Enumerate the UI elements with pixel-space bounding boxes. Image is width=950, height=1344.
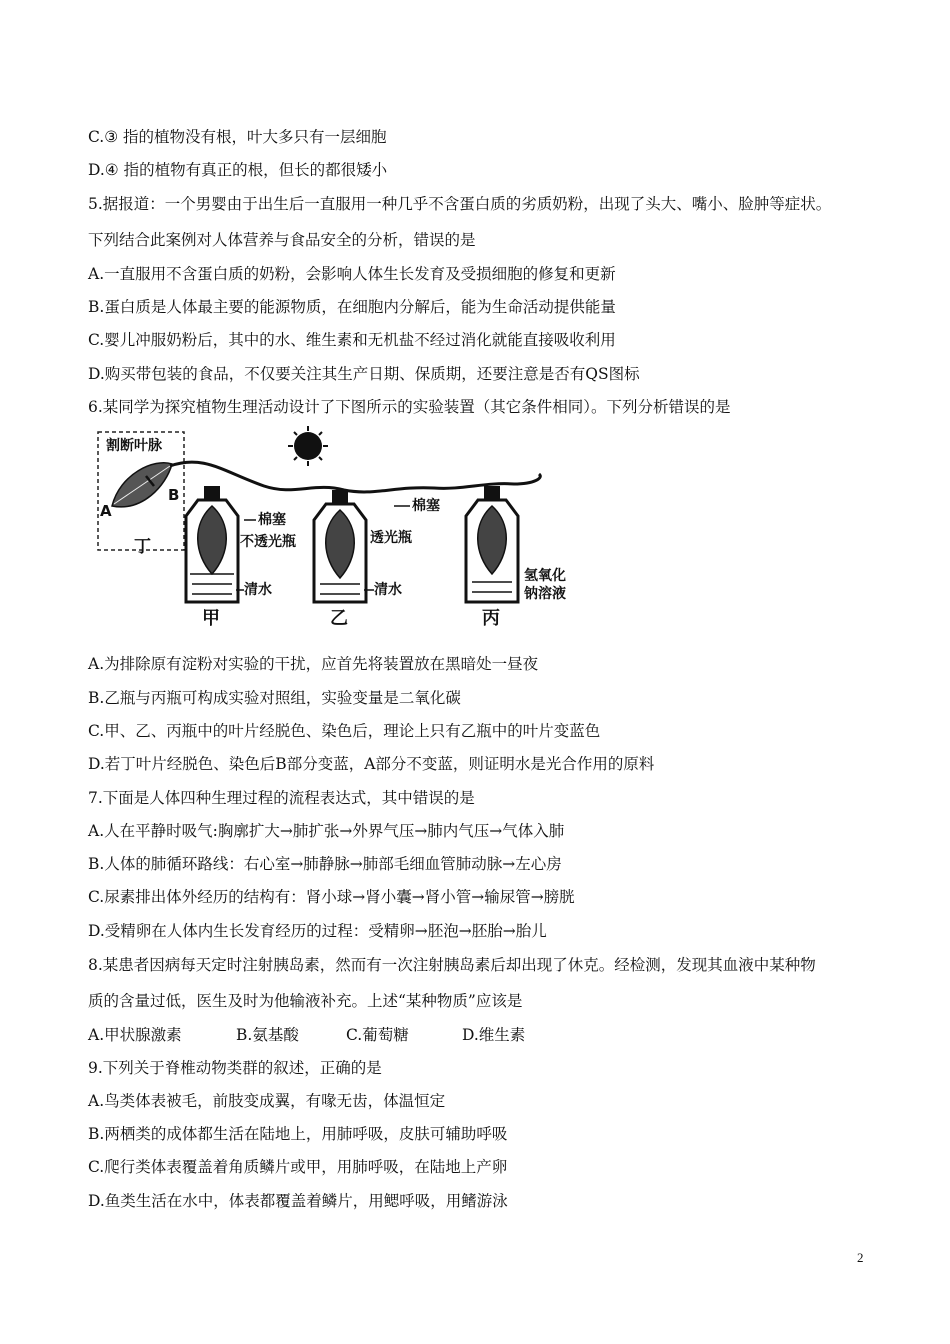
label-clear-bottle: 透光瓶 (370, 530, 412, 546)
q8-option-b: B.氨基酸 (236, 1026, 299, 1044)
label-bing: 丙 (482, 608, 500, 629)
label-naoh-2: 钠溶液 (524, 586, 566, 602)
q6-option-c: C.甲、乙、丙瓶中的叶片经脱色、染色后，理论上只有乙瓶中的叶片变蓝色 (88, 722, 601, 740)
bottle-yi (314, 490, 366, 602)
q5-option-b: B.蛋白质是人体最主要的能源物质，在细胞内分解后，能为生命活动提供能量 (88, 298, 616, 316)
label-opaque-bottle: 不透光瓶 (240, 534, 296, 550)
q9-option-d: D.鱼类生活在水中，体表都覆盖着鳞片，用鳃呼吸，用鳍游泳 (88, 1192, 508, 1210)
q7-option-d: D.受精卵在人体内生长发育经历的过程：受精卵→胚泡→胚胎→胎儿 (88, 922, 547, 940)
q9-option-c: C.爬行类体表覆盖着角质鳞片或甲，用肺呼吸，在陆地上产卵 (88, 1158, 508, 1176)
label-a: A (100, 502, 112, 520)
q6-option-a: A.为排除原有淀粉对实验的干扰，应首先将装置放在黑暗处一昼夜 (88, 655, 539, 673)
label-water-1: 清水 (244, 582, 272, 598)
q5-option-d: D.购买带包装的食品，不仅要关注其生产日期、保质期，还要注意是否有QS图标 (88, 365, 640, 383)
q5-option-a: A.一直服用不含蛋白质的奶粉，会影响人体生长发育及受损细胞的修复和更新 (88, 265, 616, 283)
q8-option-a: A.甲状腺激素 (88, 1026, 182, 1044)
label-b: B (168, 486, 180, 504)
q7-option-b: B.人体的肺循环路线：右心室→肺静脉→肺部毛细血管肺动脉→左心房 (88, 855, 562, 873)
q6-option-d: D.若丁叶片经脱色、染色后B部分变蓝，A部分不变蓝，则证明水是光合作用的原料 (88, 755, 655, 773)
label-water-2: 清水 (374, 582, 402, 598)
sun-icon (288, 426, 328, 466)
q7-stem: 7.下面是人体四种生理过程的流程表达式，其中错误的是 (88, 789, 475, 807)
bottle-bing (466, 486, 518, 602)
q5-stem: 5.据报道：一个男婴由于出生后一直服用一种几乎不含蛋白质的劣质奶粉，出现了头大、嘴小、脸肿等症状。 (88, 195, 832, 213)
q7-option-a: A.人在平静时吸气:胸廓扩大→肺扩张→外界气压→肺内气压→气体入肺 (88, 822, 565, 840)
page-number: 2 (857, 1250, 864, 1265)
q9-stem: 9.下列关于脊椎动物类群的叙述，正确的是 (88, 1059, 382, 1077)
label-jia: 甲 (202, 608, 220, 629)
q4-option-d: D.④ 指的植物有真正的根，但长的都很矮小 (88, 161, 388, 179)
q8-stem: 8.某患者因病每天定时注射胰岛素，然而有一次注射胰岛素后却出现了休克。经检测，发现其血液中某种物 (88, 956, 816, 974)
q8-options (88, 1025, 525, 1045)
label-ding: 丁 (134, 537, 151, 557)
q6-option-b: B.乙瓶与丙瓶可构成实验对照组，实验变量是二氧化碳 (88, 689, 461, 707)
label-cotton-2: 棉塞 (412, 498, 440, 514)
label-cut-vein: 割断叶脉 (106, 438, 162, 454)
q8-option-d: D.维生素 (462, 1026, 526, 1044)
label-yi: 乙 (330, 608, 348, 629)
q7-option-c: C.尿素排出体外经历的结构有：肾小球→肾小囊→肾小管→输尿管→膀胱 (88, 888, 575, 906)
q4-option-c: C.③ 指的植物没有根，叶大多只有一层细胞 (88, 128, 387, 146)
q5-option-c: C.婴儿冲服奶粉后，其中的水、维生素和无机盐不经过消化就能直接吸收利用 (88, 331, 616, 349)
q8-stem-cont: 质的含量过低，医生及时为他输液补充。上述“某种物质”应该是 (88, 992, 523, 1010)
label-cotton-1: 棉塞 (258, 512, 286, 528)
q5-stem-cont: 下列结合此案例对人体营养与食品安全的分析，错误的是 (88, 231, 476, 249)
bottle-jia (186, 486, 238, 602)
q8-option-c: C.葡萄糖 (346, 1026, 409, 1044)
label-naoh-1: 氢氧化 (524, 568, 566, 584)
q6-stem: 6.某同学为探究植物生理活动设计了下图所示的实验装置（其它条件相同）。下列分析错误的是 (88, 398, 731, 416)
q9-option-a: A.鸟类体表被毛，前肢变成翼，有喙无齿，体温恒定 (88, 1092, 446, 1110)
experiment-apparatus-diagram (94, 424, 594, 630)
q9-option-b: B.两栖类的成体都生活在陆地上，用肺呼吸，皮肤可辅助呼吸 (88, 1125, 508, 1143)
